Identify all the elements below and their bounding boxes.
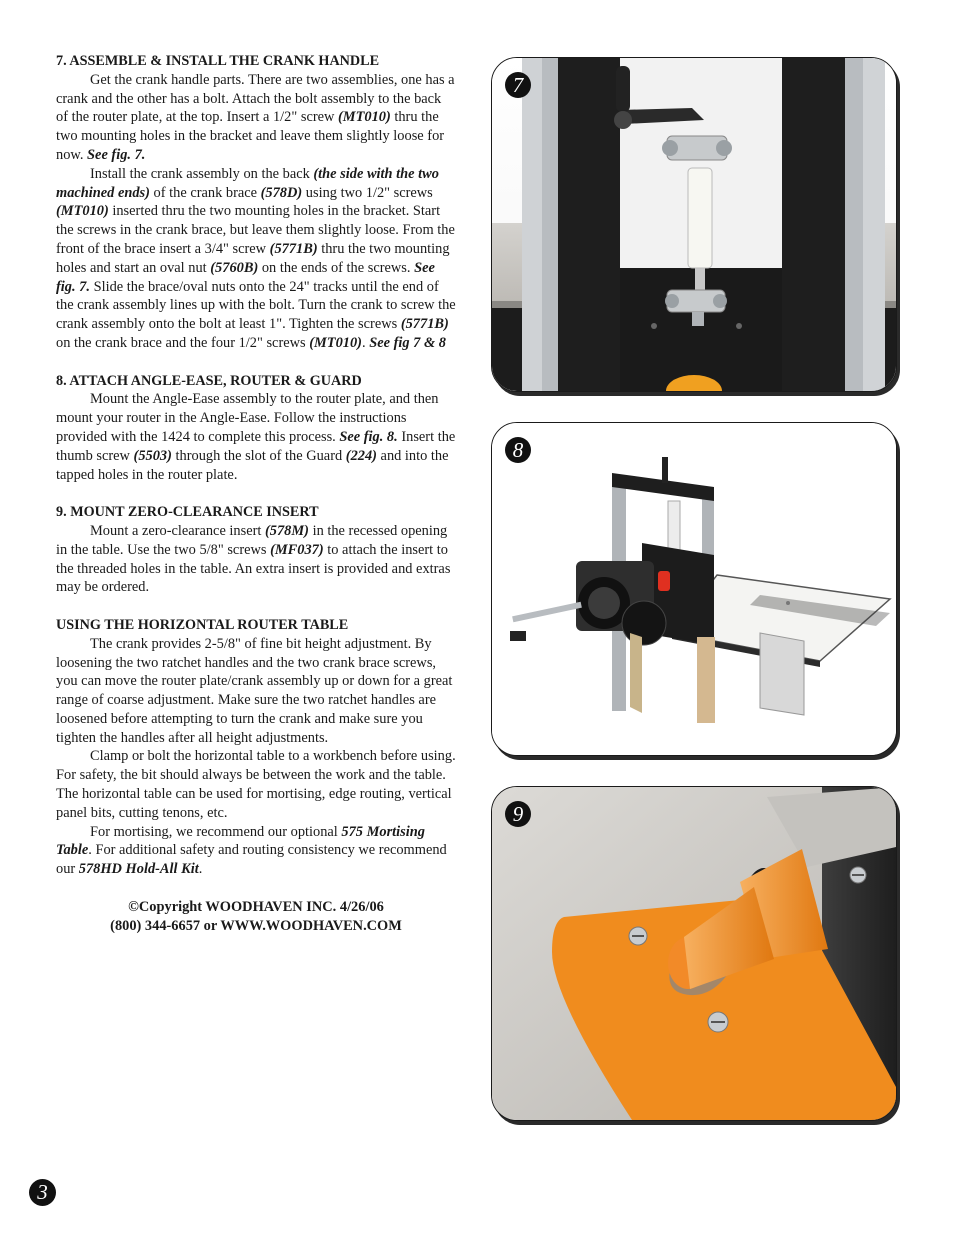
text-run: inserted thru the two mounting holes in the bracket. Start the screws in the crank brace, but leave them slightly loose. From the front of the brace insert a 3/4" screw — [56, 203, 455, 257]
part-reference: (5771B) — [269, 240, 318, 257]
page-number: 3 — [29, 1179, 56, 1206]
using-paragraph-3 — [56, 823, 456, 879]
text-run: in the recessed opening in the table. Use the two 5/8" screws — [56, 522, 448, 558]
part-reference: (MT010) — [56, 203, 109, 220]
part-reference: (5503) — [133, 447, 172, 464]
using-paragraph-2 — [56, 747, 456, 822]
text-run: of the crank brace — [149, 184, 261, 201]
part-reference: See fig. 8. — [339, 428, 398, 445]
using-paragraph-1 — [56, 635, 456, 748]
part-reference: 578HD Hold-All Kit — [78, 861, 199, 878]
instructions-column — [56, 52, 456, 935]
text-run: and into the tapped holes in the router plate. — [56, 447, 449, 483]
text-run: on the crank brace and the four 1/2" screws — [56, 334, 310, 351]
copyright-line: ©Copyright WOODHAVEN INC. 4/26/06 — [128, 898, 384, 915]
text-run: on the ends of the screws. — [258, 259, 415, 276]
figure-9-number: 9 — [505, 801, 531, 827]
text-run: Slide the brace/oval nuts onto the 24" tracks until the end of the crank assembly lines up with the bolt. Turn the crank to screw the crank assembly onto the bolt at least 1". Tighten the screws — [56, 278, 456, 333]
part-reference: (MT010) — [309, 334, 362, 351]
part-reference: (578M) — [265, 522, 309, 539]
text-run: Mount the Angle-Ease assembly to the router plate, and then mount your router in the Angle-Ease. Follow the instructions provided with the 1424 to complete this process. — [56, 391, 439, 445]
text-run: Clamp or bolt the horizontal table to a workbench before using. For safety, the bit should always be between the work and the table. The horizontal table can be used for mortising, edge routing, vertical panel bits, cutting tenons, etc. — [56, 748, 456, 821]
part-reference: See fig 7 & 8 — [369, 334, 446, 351]
text-run: using two 1/2" screws — [302, 184, 433, 201]
section9-heading: 9. MOUNT ZERO-CLEARANCE INSERT — [56, 504, 319, 521]
figure-7-photo — [491, 57, 897, 392]
part-reference: (5771B) — [400, 316, 449, 333]
section7-heading: 7. ASSEMBLE & INSTALL THE CRANK HANDLE — [56, 53, 380, 69]
router-table-illustration — [492, 423, 896, 755]
text-run: Get the crank handle parts. There are two assemblies, one has a crank and the other has a bolt. Attach the bolt assembly to the back of the router plate, at the top. Insert a 1/2" screw — [56, 71, 455, 126]
section8-paragraph-1 — [56, 390, 456, 484]
part-reference: (5760B) — [210, 259, 259, 276]
zero-clearance-insert-illustration — [492, 787, 896, 1120]
part-reference: (224) — [345, 447, 377, 464]
section8-heading: 8. ATTACH ANGLE-EASE, ROUTER & GUARD — [56, 372, 362, 389]
contact-line: (800) 344-6657 or WWW.WOODHAVEN.COM — [110, 917, 402, 934]
text-run: For mortising, we recommend our optional — [90, 823, 342, 840]
text-run: Mount a zero-clearance insert — [90, 522, 265, 539]
part-reference: (578D) — [260, 184, 303, 201]
section7-paragraph-1 — [56, 71, 456, 165]
using-heading: USING THE HORIZONTAL ROUTER TABLE — [56, 616, 349, 633]
section7-paragraph-2 — [56, 165, 456, 353]
text-run: . — [361, 334, 370, 351]
text-run: through the slot of the Guard — [171, 447, 346, 464]
crank-assembly-illustration — [492, 58, 896, 391]
text-run: thru the two mounting holes in the bracket and leave them slightly loose for now. — [56, 109, 445, 163]
figure-9-photo — [491, 786, 897, 1121]
figure-7-number: 7 — [505, 72, 531, 98]
part-reference: (MT010) — [338, 109, 391, 126]
part-reference: (MF037) — [270, 541, 324, 558]
part-reference: See fig. 7. — [87, 146, 146, 163]
text-run: thru the two mounting holes and start an oval nut — [56, 240, 450, 276]
part-reference: (the side with the two machined ends) — [56, 165, 439, 201]
text-run: Insert the thumb screw — [56, 428, 456, 464]
text-run: . — [198, 861, 203, 878]
part-reference: 575 Mortising Table — [56, 823, 425, 859]
text-run: . For additional safety and routing consistency we recommend our — [56, 842, 447, 878]
part-reference: See fig. 7. — [56, 259, 435, 295]
figure-8-number: 8 — [505, 437, 531, 463]
text-run: The crank provides 2-5/8" of fine bit height adjustment. By loosening the two ratchet handles and the two crank brace screws, you can move the router plate/crank assembly up or down for a great range of coarse adjustment. Make sure the two ratchet handles are loosened before attempting to turn the crank and make sure you tighten the handles after all height adjustments. — [56, 635, 453, 746]
text-run: to attach the insert to the threaded holes in the table. An extra insert is provided and extras may be ordered. — [56, 541, 451, 596]
section9-paragraph-1 — [56, 522, 456, 597]
text-run: Install the crank assembly on the back — [90, 165, 314, 182]
figure-8-photo — [491, 422, 897, 756]
